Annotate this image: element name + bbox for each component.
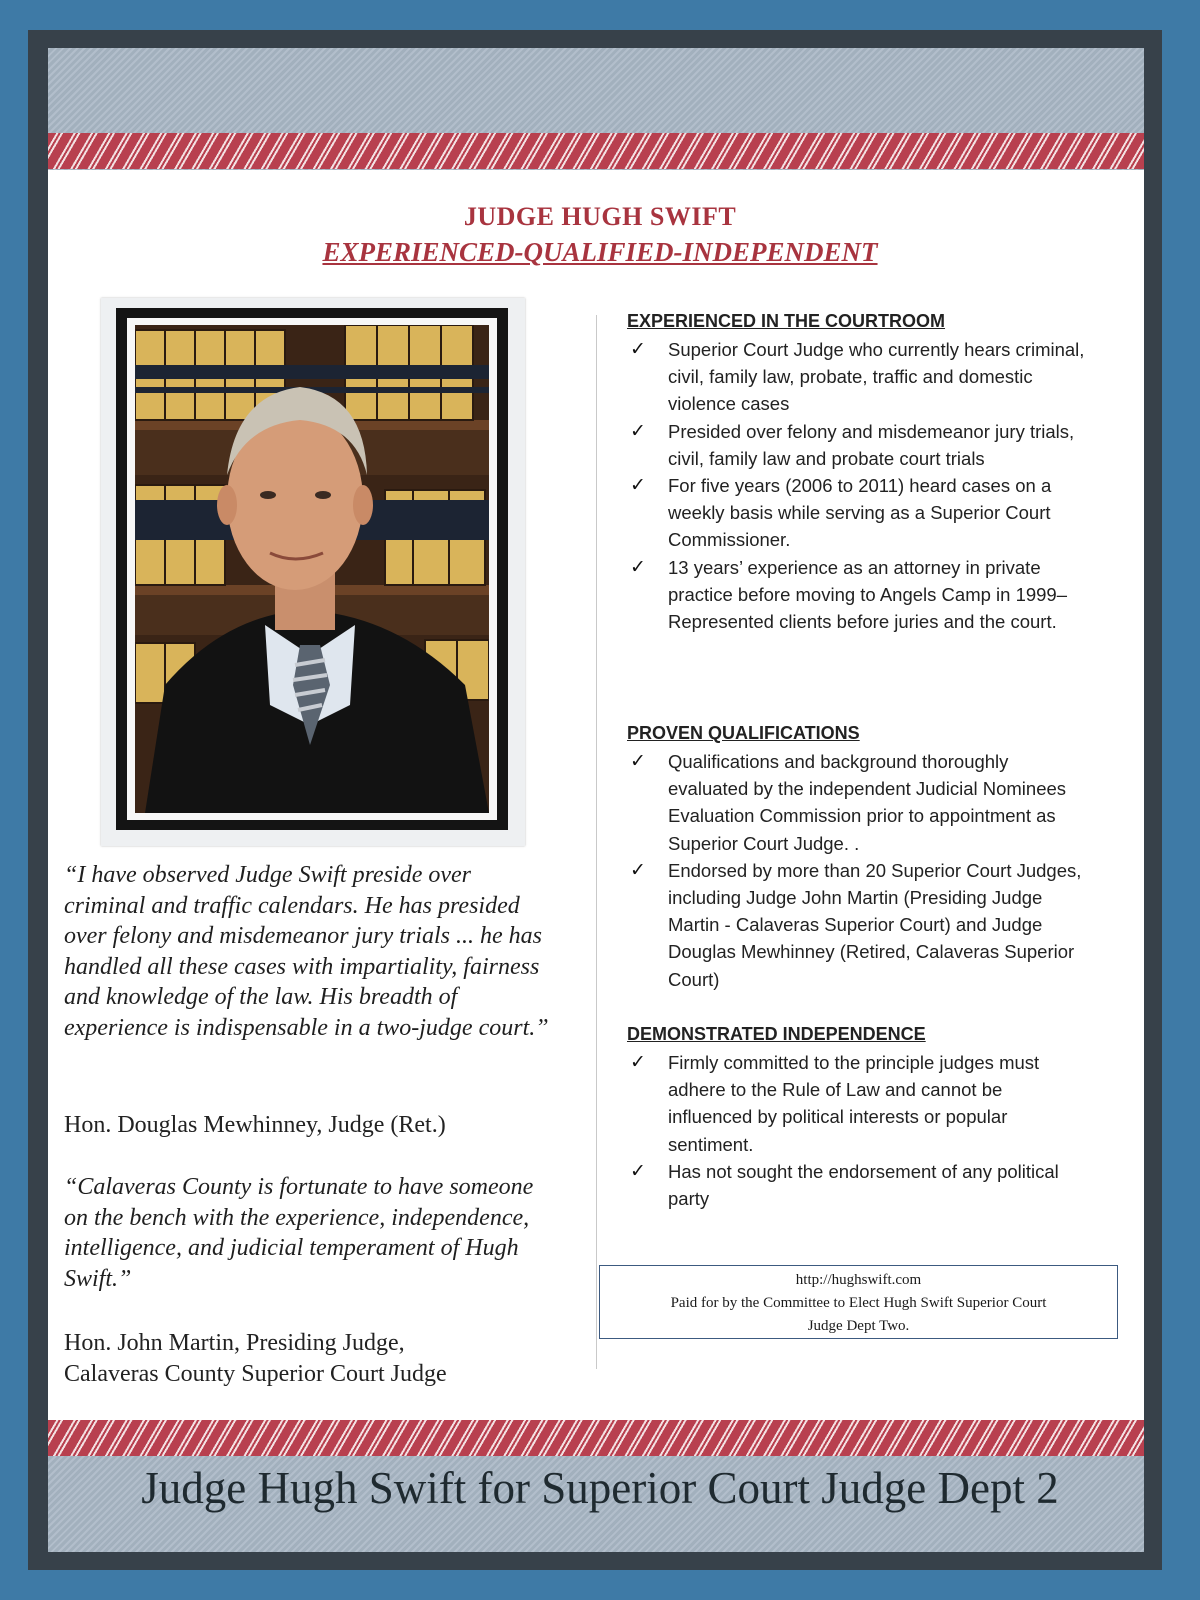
list-item: ✓ Firmly committed to the principle judges must adhere to the Rule of Law and cannot be influenced by political interests or popular sentiment.: [630, 1051, 1040, 1155]
section-heading: PROVEN QUALIFICATIONS: [627, 723, 860, 743]
section-qualifications: [627, 723, 1087, 993]
column-divider: [596, 315, 597, 1369]
judge-portrait-photo: [135, 325, 489, 813]
attribution-line: Calaveras County Superior Court Judge: [64, 1360, 447, 1387]
checkmark-icon: ✓: [630, 858, 646, 881]
testimonial-quote-martin: “Calaveras County is fortunate to have someone on the bench with the experience, independence, intelligence, and judicial temperament of Hugh Swift.”: [64, 1174, 534, 1292]
section-heading: EXPERIENCED IN THE COURTROOM: [627, 311, 946, 331]
disclaimer-line: Paid for by the Committee to Elect Hugh Swift Superior Court: [670, 1295, 1047, 1311]
list-item: ✓ Endorsed by more than 20 Superior Court Judges, including Judge John Martin (Presiding Judge Martin - Calaveras Superior Court) and Judge Douglas Mewhinney (Retired, Calaveras Superior Court): [630, 858, 1082, 990]
bullet-list: [627, 748, 1087, 993]
list-item: ✓ For five years (2006 to 2011) heard cases on a weekly basis while serving as a Superior Court Commissioner.: [630, 474, 1052, 551]
candidate-name-title: JUDGE HUGH SWIFT: [463, 202, 737, 231]
bullet-list: [627, 336, 1087, 635]
checkmark-icon: ✓: [630, 419, 646, 442]
section-independence: [627, 1024, 1087, 1212]
checkmark-icon: ✓: [630, 750, 646, 772]
checkmark-icon: ✓: [630, 1051, 646, 1073]
portrait-illustration: [135, 325, 489, 813]
footer-banner-text: Judge Hugh Swift for Superior Court Judge Dept 2: [141, 1463, 1059, 1513]
disclaimer-line: Judge Dept Two.: [807, 1318, 910, 1334]
bullet-list: [627, 1049, 1087, 1212]
campaign-url: http://hughswift.com: [795, 1272, 922, 1288]
checkmark-icon: ✓: [630, 1159, 646, 1182]
attribution-line: Hon. John Martin, Presiding Judge,: [64, 1330, 405, 1356]
list-item: ✓ Superior Court Judge who currently hears criminal, civil, family law, probate, traffic and domestic violence cases: [630, 338, 1085, 415]
section-experienced: [627, 311, 1087, 635]
checkmark-icon: ✓: [630, 474, 646, 497]
top-stripe-band: [48, 133, 1144, 169]
testimonial-attribution-martin: [64, 1328, 447, 1389]
testimonial-quote-mewhinney: “I have observed Judge Swift preside over criminal and traffic calendars. He has presided over felony and misdemeanor jury trials ... he has handled all these cases with impartiality, fairness and knowledge of the law. His breadth of experience is indispensable in a two-judge court.”: [64, 862, 549, 1041]
section-heading: DEMONSTRATED INDEPENDENCE: [627, 1024, 926, 1044]
testimonial-attribution-mewhinney: Hon. Douglas Mewhinney, Judge (Ret.): [64, 1112, 446, 1138]
list-item: ✓ Has not sought the endorsement of any political party: [630, 1159, 1059, 1210]
list-item: ✓ Presided over felony and misdemeanor jury trials, civil, family law and probate court trials: [630, 419, 1075, 469]
list-item: ✓ Qualifications and background thoroughly evaluated by the independent Judicial Nominees Evaluation Commission prior to appointment as Superior Court Judge. .: [630, 750, 1067, 854]
bottom-stripe-band: [48, 1420, 1144, 1456]
campaign-slogan: EXPERIENCED-QUALIFIED-INDEPENDENT: [322, 237, 878, 267]
list-item: ✓ 13 years’ experience as an attorney in private practice before moving to Angels Camp in 1999– Represented clients before juries and the court.: [630, 555, 1068, 633]
checkmark-icon: ✓: [630, 555, 646, 578]
checkmark-icon: ✓: [630, 338, 646, 360]
paid-for-disclaimer: [599, 1265, 1118, 1339]
